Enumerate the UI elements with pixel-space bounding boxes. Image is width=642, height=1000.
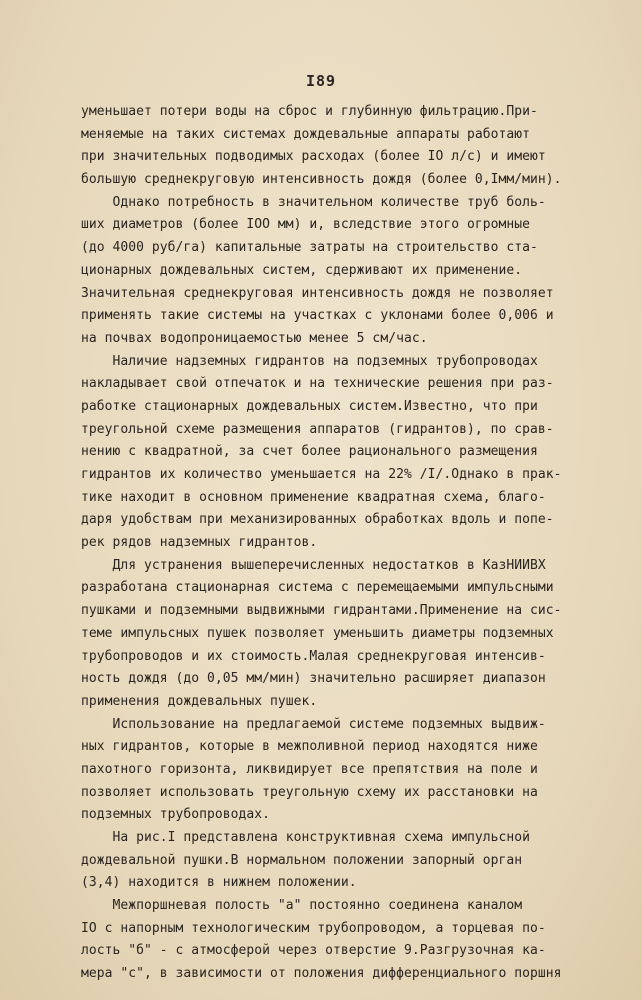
text-line: на почвах водопроницаемостью менее 5 см/час. bbox=[81, 330, 428, 346]
text-line: треугольной схеме размещения аппаратов (гидрантов), по срав- bbox=[81, 421, 554, 437]
text-line: тике находит в основном применение квадратная схема, благо- bbox=[81, 489, 546, 505]
text-line: теме импульсных пушек позволяет уменьшить диаметры подземных bbox=[81, 625, 554, 641]
text-line: Межпоршневая полость "а" постоянно соединена каналом bbox=[81, 898, 523, 914]
text-line: (3,4) находится в нижнем положении. bbox=[81, 875, 357, 891]
text-line: ционарных дождевальных систем, сдерживают их применение. bbox=[81, 262, 523, 278]
text-line: пахотного горизонта, ликвидирует все препятствия на поле и bbox=[81, 761, 538, 777]
text-line: мера "с", в зависимости от положения дифференциального поршня bbox=[81, 966, 562, 982]
text-line: Наличие надземных гидрантов на подземных трубопроводах bbox=[81, 353, 538, 369]
text-line: нению с квадратной, за счет более рационального размещения bbox=[81, 444, 538, 460]
text-line: накладывает свой отпечаток и на технические решения при раз- bbox=[81, 376, 554, 392]
text-line: разработана стационарная система с перемещаемыми импульсными bbox=[81, 580, 554, 596]
text-line: даря удобствам при механизированных обработках вдоль и попе- bbox=[81, 512, 554, 528]
text-line: подземных трубопроводах. bbox=[81, 807, 271, 823]
text-line: Для устранения вышеперечисленных недостатков в КазНИИВХ bbox=[81, 557, 546, 573]
text-line: (до 4000 руб/га) капитальные затраты на строительство ста- bbox=[81, 240, 538, 256]
text-line: гидрантов их количество уменьшается на 22% /I/.Однако в прак- bbox=[81, 467, 562, 482]
body-text bbox=[81, 101, 581, 986]
text-line: лость "б" - с атмосферой через отверстие 9.Разгрузочная ка- bbox=[81, 943, 546, 959]
text-line: применения дождевальных пушек. bbox=[81, 693, 318, 709]
text-line: применять такие системы на участках с уклонами более 0,006 и bbox=[81, 308, 554, 324]
text-line: уменьшает потери воды на сброс и глубинную фильтрацию.При- bbox=[81, 104, 538, 119]
text-line: Значительная среднекруговая интенсивность дождя не позволяет bbox=[81, 285, 554, 301]
text-line: рек рядов надземных гидрантов. bbox=[81, 535, 318, 551]
text-line: большую среднекруговую интенсивность дождя (более 0,Iмм/мин). bbox=[81, 172, 562, 188]
text-line: IO с напорным технологическим трубопроводом, а торцевая по- bbox=[81, 920, 546, 936]
text-line: позволяет использовать треугольную схему их расстановки на bbox=[81, 784, 538, 800]
text-line: при значительных подводимых расходах (более IO л/с) и имеют bbox=[81, 149, 546, 165]
text-line: ных гидрантов, которые в межполивной период находятся ниже bbox=[81, 739, 538, 755]
text-line: Однако потребность в значительном количестве труб боль- bbox=[81, 194, 546, 210]
text-line: На рис.I представлена конструктивная схема импульсной bbox=[81, 830, 530, 845]
text-line: меняемые на таких системах дождевальные аппараты работают bbox=[81, 126, 530, 142]
text-line: работке стационарных дождевальных систем.Известно, что при bbox=[81, 398, 538, 414]
page-number: I89 bbox=[305, 72, 337, 90]
text-line: ность дождя (до 0,05 мм/мин) значительно расширяет диапазон bbox=[81, 671, 546, 687]
text-line: трубопроводов и их стоимость.Малая среднекруговая интенсив- bbox=[81, 648, 546, 664]
text-line: ших диаметров (более IOO мм) и, вследствие этого огромные bbox=[81, 217, 530, 233]
text-line: дождевальной пушки.В нормальном положении запорный орган bbox=[81, 852, 523, 868]
text-line: пушками и подземными выдвижными гидрантами.Применение на сис- bbox=[81, 603, 562, 619]
text-line: Использование на предлагаемой системе подземных выдвиж- bbox=[81, 716, 546, 732]
